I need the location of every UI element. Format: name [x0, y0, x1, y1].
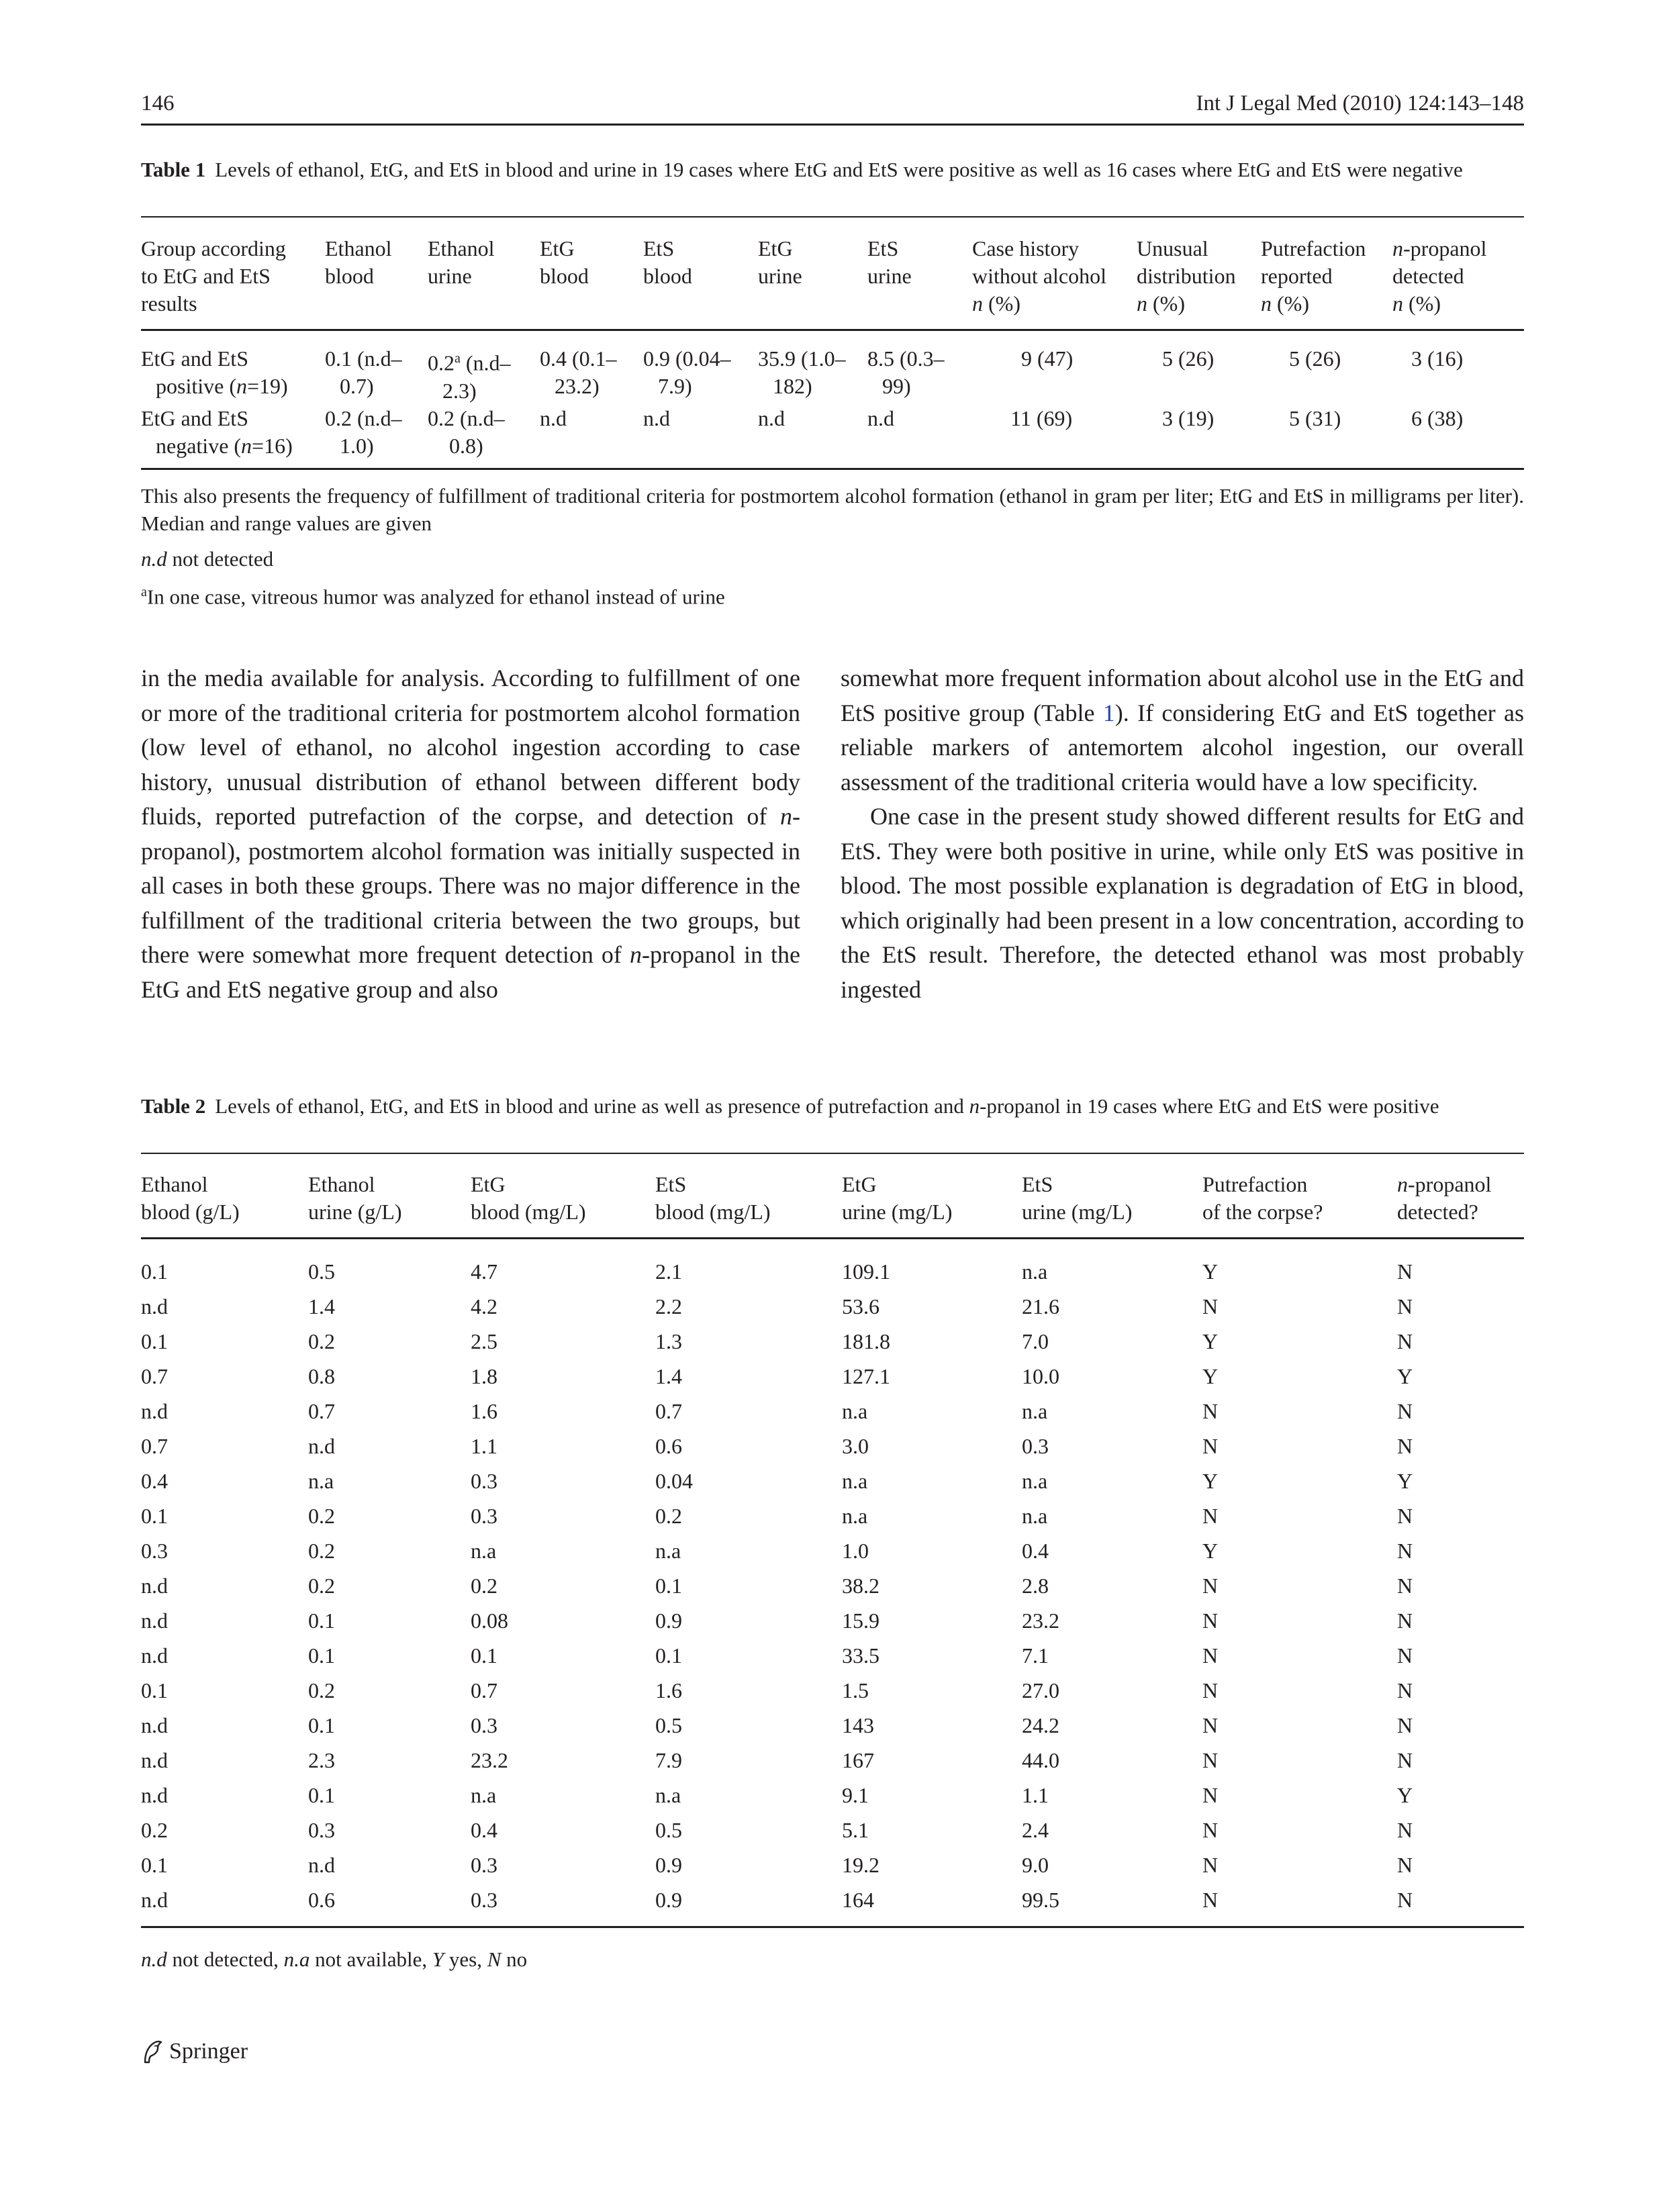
table2-cell: n.d	[141, 1783, 168, 1807]
table1-footnote-main: This also presents the frequency of fulfillment of traditional criteria for postmortem alcohol formation (ethanol in gram per liter; EtG and EtS in milligrams per liter). Median and range values are given	[141, 484, 1524, 535]
table2-cell: N	[1202, 1783, 1219, 1807]
table2-top-rule	[141, 1153, 1524, 1154]
t1-h-putrefaction: Putrefaction reported n (%)	[1261, 236, 1366, 316]
table2-cell: 3.0	[842, 1434, 869, 1458]
table2-row	[141, 1324, 1524, 1359]
table1-body	[141, 345, 1524, 460]
table2-cell: 44.0	[1022, 1748, 1059, 1772]
table2-cell: 164	[842, 1888, 874, 1912]
table2-cell: 4.7	[471, 1259, 497, 1284]
t1-h-etg-urine: EtG urine	[758, 236, 802, 288]
table2-cell: 0.2	[308, 1539, 335, 1563]
t1-h-unusual: Unusual distribution n (%)	[1137, 236, 1236, 316]
table2-cell: 0.3	[308, 1818, 335, 1842]
table2-header-row	[141, 1171, 1524, 1226]
table2-cell: 0.1	[655, 1643, 682, 1668]
table1-top-rule	[141, 216, 1524, 218]
body-right-column	[841, 661, 1524, 1007]
table2-cell: 19.2	[842, 1853, 879, 1877]
t1-cell: n.d	[867, 405, 894, 430]
table2-cell: 0.04	[655, 1469, 693, 1493]
table2-cell: n.a	[1022, 1259, 1048, 1284]
table2-row	[141, 1289, 1524, 1324]
table2-cell: 2.3	[308, 1748, 335, 1772]
table2-cell: 2.4	[1022, 1818, 1049, 1842]
table2-cell: N	[1397, 1748, 1413, 1772]
table2-cell: 0.3	[471, 1469, 497, 1493]
t1-cell: 35.9 (1.0– 182)	[758, 346, 846, 398]
table2-cell: 181.8	[842, 1329, 890, 1353]
t1-cell: n.d	[758, 405, 785, 430]
table2-cell: 0.1	[655, 1574, 682, 1598]
table2-cell: 0.4	[1022, 1539, 1049, 1563]
table2-cell: 0.3	[141, 1539, 168, 1563]
table2-cell: n.d	[141, 1643, 168, 1668]
table2-cell: N	[1202, 1608, 1219, 1633]
table2-cell: 1.6	[471, 1399, 497, 1423]
t1-cell: 5 (31)	[1289, 405, 1341, 430]
table2-row	[141, 1463, 1524, 1498]
table2-cell: 21.6	[1022, 1294, 1059, 1318]
table2-cell: N	[1397, 1853, 1413, 1877]
table2-cell: 0.7	[141, 1364, 168, 1388]
table2-cell: 0.7	[655, 1399, 682, 1423]
table2-cell: n.d	[141, 1399, 168, 1423]
table2-cell: N	[1397, 1643, 1413, 1668]
t2-h-ets-blood: EtS blood (mg/L)	[655, 1172, 771, 1224]
table2-cell: 0.7	[471, 1678, 497, 1702]
t1-cell: n.d	[643, 405, 670, 430]
table2-row	[141, 1778, 1524, 1813]
table2-cell: 0.2	[308, 1678, 335, 1702]
table2-cell: 2.1	[655, 1259, 682, 1284]
table2-cell: N	[1202, 1748, 1219, 1772]
table2-cell: 143	[842, 1713, 874, 1737]
springer-logo	[141, 2038, 248, 2065]
table1-footnote-nd: n.d not detected	[141, 547, 274, 571]
table2-row	[141, 1394, 1524, 1429]
table2-row	[141, 1359, 1524, 1394]
table1-header-rule	[141, 329, 1524, 331]
table2-cell: 15.9	[842, 1608, 879, 1633]
table2-header-rule	[141, 1237, 1524, 1239]
table2-cell: 0.9	[655, 1853, 682, 1877]
table2-row	[141, 1254, 1524, 1289]
t1-group-positive: EtG and EtS positive (n=19)	[141, 346, 288, 398]
table1-bottom-rule	[141, 468, 1524, 470]
t2-h-putrefaction: Putrefaction of the corpse?	[1202, 1172, 1323, 1224]
table2-cell: N	[1202, 1294, 1219, 1318]
table2-cell: N	[1397, 1678, 1413, 1702]
table2-cell: 1.4	[308, 1294, 335, 1318]
table2-cell: 38.2	[842, 1574, 879, 1598]
table2-cell: 0.1	[308, 1783, 335, 1807]
table2-row	[141, 1533, 1524, 1568]
table2-cell: 9.0	[1022, 1853, 1049, 1877]
table2-cell: 0.1	[141, 1504, 168, 1528]
table2-cell: n.a	[655, 1783, 681, 1807]
t1-cell: 3 (16)	[1411, 346, 1464, 371]
table2-cell: 7.1	[1022, 1643, 1049, 1668]
table2-row	[141, 1813, 1524, 1847]
t1-h-group: Group according to EtG and EtS results	[141, 236, 286, 316]
table2-cell: 0.2	[308, 1329, 335, 1353]
table2-cell: 0.5	[655, 1818, 682, 1842]
table2-cell: 99.5	[1022, 1888, 1059, 1912]
table2-cell: 0.5	[308, 1259, 335, 1284]
table2-cell: 0.4	[471, 1818, 497, 1842]
table2-cell: N	[1397, 1713, 1413, 1737]
t1-cell: 9 (47)	[1021, 346, 1074, 371]
table2-cell: 2.5	[471, 1329, 497, 1353]
table2-cell: n.d	[141, 1574, 168, 1598]
table2-cell: 0.1	[308, 1608, 335, 1633]
table2-cell: n.d	[141, 1888, 168, 1912]
table1-header	[141, 235, 1524, 318]
table2-cell: N	[1202, 1678, 1219, 1702]
table2-cell: n.a	[471, 1539, 497, 1563]
t1-h-ethanol-urine: Ethanol urine	[428, 236, 495, 288]
table2-cell: N	[1202, 1504, 1219, 1528]
table2-cell: 0.2	[655, 1504, 682, 1528]
t2-h-etg-blood: EtG blood (mg/L)	[471, 1172, 586, 1224]
table2-cell: N	[1202, 1574, 1219, 1598]
t1-h-etg-blood: EtG blood	[540, 236, 589, 288]
table2-cell: n.d	[141, 1294, 168, 1318]
t1-cell: n.d	[540, 405, 567, 430]
table2-cell: 9.1	[842, 1783, 869, 1807]
t1-h-ets-blood: EtS blood	[643, 236, 692, 288]
table2-cell: 109.1	[842, 1259, 890, 1284]
table1-footnote-a: $^a$In one case, vitreous humor was analyzed for ethanol instead of urine	[141, 585, 725, 609]
table2-cell: N	[1202, 1853, 1219, 1877]
table2-cell: 167	[842, 1748, 874, 1772]
t1-h-ethanol-blood: Ethanol blood	[325, 236, 392, 288]
table2-header	[141, 1171, 1524, 1226]
table2-cell: 0.7	[308, 1399, 335, 1423]
table2-row	[141, 1708, 1524, 1743]
table1-row-negative	[141, 405, 1524, 460]
table2-cell: n.d	[141, 1608, 168, 1633]
table2-cell: N	[1202, 1888, 1219, 1912]
table2-cell: 0.5	[655, 1713, 682, 1737]
table2-cell: 0.6	[308, 1888, 335, 1912]
table2-cell: n.a	[308, 1469, 334, 1493]
table2-cell: 0.3	[471, 1888, 497, 1912]
table2-cell: N	[1397, 1399, 1413, 1423]
running-title: Int J Legal Med (2010) 124:143–148	[1196, 91, 1524, 115]
table2-row	[141, 1673, 1524, 1708]
t2-h-etg-urine: EtG urine (mg/L)	[842, 1172, 953, 1224]
table2-cell: N	[1202, 1399, 1219, 1423]
t1-cell: 5 (26)	[1289, 346, 1341, 371]
table2-cell: 0.1	[471, 1643, 497, 1668]
table2-row	[141, 1429, 1524, 1463]
table2-cell: 1.0	[842, 1539, 869, 1563]
t1-cell: 0.2$^a$ (n.d– 2.3)	[428, 350, 511, 403]
t2-h-ethanol-blood: Ethanol blood (g/L)	[141, 1172, 240, 1224]
table2-cell: Y	[1202, 1469, 1219, 1493]
table2-cell: n.a	[471, 1783, 497, 1807]
table2-cell: n.a	[1022, 1399, 1048, 1423]
table2-cell: n.a	[842, 1399, 868, 1423]
table2-row	[141, 1498, 1524, 1533]
table2-bottom-rule	[141, 1926, 1524, 1928]
t1-cell: 3 (19)	[1162, 405, 1215, 430]
table2-footnote: n.d not detected, n.a not available, Y yes, N no	[141, 1947, 528, 1971]
table2-cell: 0.8	[308, 1364, 335, 1388]
table-1-reference-link[interactable]: 1	[1102, 699, 1115, 726]
table2-row	[141, 1568, 1524, 1603]
table2-cell: 7.0	[1022, 1329, 1049, 1353]
table2-cell: Y	[1202, 1259, 1219, 1284]
table2-cell: 23.2	[471, 1748, 508, 1772]
body-left-paragraph: in the media available for analysis. According to fulfillment of one or more of the traditional criteria for postmortem alcohol formation (low level of ethanol, no alcohol ingestion according to case history, unusual distribution of ethanol between different body fluids, reported putrefaction of the corpse, and detection of n-propanol), postmortem alcohol formation was initially suspected in all cases in both these groups. There was no major difference in the fulfillment of the traditional criteria between the two groups, but there were somewhat more frequent detection of n-propanol in the EtG and EtS negative group and also	[141, 665, 800, 1003]
table2-cell: n.a	[1022, 1469, 1048, 1493]
table2-row	[141, 1847, 1524, 1882]
header-rule	[141, 124, 1524, 126]
table2-cell: 0.9	[655, 1608, 682, 1633]
table2-row	[141, 1882, 1524, 1917]
table2-row	[141, 1603, 1524, 1638]
table2-cell: 0.2	[141, 1818, 168, 1842]
table2-cell: 33.5	[842, 1643, 879, 1668]
table2-cell: N	[1397, 1294, 1413, 1318]
table2-cell: N	[1397, 1259, 1413, 1284]
t1-group-negative: EtG and EtS negative (n=16)	[141, 405, 293, 458]
table2-body	[141, 1254, 1524, 1917]
table2-cell: 0.1	[308, 1643, 335, 1668]
table2-cell: 10.0	[1022, 1364, 1059, 1388]
table2-cell: 53.6	[842, 1294, 879, 1318]
table2-cell: N	[1202, 1713, 1219, 1737]
table2-cell: N	[1397, 1329, 1413, 1353]
table2-cell: 1.3	[655, 1329, 682, 1353]
table2-cell: 24.2	[1022, 1713, 1059, 1737]
table2-cell: N	[1202, 1643, 1219, 1668]
table2-cell: n.d	[308, 1853, 335, 1877]
table2-cell: N	[1397, 1504, 1413, 1528]
table2-cell: 0.3	[471, 1504, 497, 1528]
table2-cell: Y	[1202, 1539, 1219, 1563]
springer-horse-icon	[141, 2038, 164, 2065]
table2-cell: N	[1397, 1574, 1413, 1598]
table2-cell: N	[1397, 1539, 1413, 1563]
table2-cell: 1.5	[842, 1678, 869, 1702]
table2-cell: 5.1	[842, 1818, 869, 1842]
table2-cell: 7.9	[655, 1748, 682, 1772]
table2-cell: N	[1202, 1818, 1219, 1842]
t1-cell: 0.1 (n.d– 0.7)	[325, 346, 402, 398]
table2-row	[141, 1743, 1524, 1778]
table2-cell: 1.4	[655, 1364, 682, 1388]
table2-cell: n.a	[1022, 1504, 1048, 1528]
body-right-paragraph-2: One case in the present study showed different results for EtG and EtS. They were both positive in urine, while only EtS was positive in blood. The most possible explanation is degradation of EtG in blood, which originally had been present in a low concentration, according to the EtS result. Therefore, the detected ethanol was most probably ingested	[841, 803, 1524, 1003]
table2-cell: n.a	[655, 1539, 681, 1563]
table2-cell: N	[1397, 1818, 1413, 1842]
table2-cell: 0.7	[141, 1434, 168, 1458]
table2-cell: 0.3	[471, 1713, 497, 1737]
table2-cell: n.a	[842, 1469, 868, 1493]
t2-h-ets-urine: EtS urine (mg/L)	[1022, 1172, 1133, 1224]
table2-cell: Y	[1397, 1364, 1413, 1388]
table2-cell: 2.8	[1022, 1574, 1049, 1598]
t1-cell: 0.4 (0.1– 23.2)	[540, 346, 617, 398]
table2-cell: 23.2	[1022, 1608, 1059, 1633]
table2-cell: 0.9	[655, 1888, 682, 1912]
table2-cell: 4.2	[471, 1294, 497, 1318]
table1-caption-text: Levels of ethanol, EtG, and EtS in blood and urine in 19 cases where EtG and EtS were positive as well as 16 cases where EtG and EtS were negative	[215, 158, 1463, 181]
table2-label: Table 2	[141, 1094, 206, 1118]
table2-cell: 0.2	[471, 1574, 497, 1598]
t1-cell: 0.2 (n.d– 1.0)	[325, 405, 402, 458]
t1-h-case-history: Case history without alcohol n (%)	[972, 236, 1106, 316]
table2-cell: 1.1	[471, 1434, 497, 1458]
t2-h-ethanol-urine: Ethanol urine (g/L)	[308, 1172, 402, 1224]
t1-cell: 0.2 (n.d– 0.8)	[428, 405, 505, 458]
table2-cell: 1.6	[655, 1678, 682, 1702]
table2-cell: n.d	[141, 1748, 168, 1772]
table2-cell: N	[1202, 1434, 1219, 1458]
table2-cell: N	[1397, 1608, 1413, 1633]
table1-header-row	[141, 235, 1524, 318]
table1-row-positive	[141, 345, 1524, 405]
page-number: 146	[141, 91, 175, 115]
body-left-column	[141, 661, 800, 1007]
table2-cell: n.d	[141, 1713, 168, 1737]
table2-cell: 0.2	[308, 1574, 335, 1598]
t1-cell: 5 (26)	[1162, 346, 1215, 371]
table2-cell: 0.3	[471, 1853, 497, 1877]
t1-footnote-a-ref: a	[455, 351, 461, 366]
t1-cell: 11 (69)	[1010, 405, 1073, 430]
table2-cell: 27.0	[1022, 1678, 1059, 1702]
table2-cell: 2.2	[655, 1294, 682, 1318]
table2-cell: 0.1	[141, 1678, 168, 1702]
table2-cell: 0.2	[308, 1504, 335, 1528]
t1-h-ets-urine: EtS urine	[867, 236, 912, 288]
t2-h-npropanol: n-propanol detected?	[1397, 1172, 1492, 1224]
body-right-paragraph-1: somewhat more frequent information about alcohol use in the EtG and EtS positive group (Table 1). If considering EtG and EtS together as reliable markers of antemortem alcohol ingestion, our overall assessment of the traditional criteria would have a low specificity.	[841, 665, 1525, 796]
table2-cell: Y	[1202, 1364, 1219, 1388]
t1-cell: 6 (38)	[1411, 405, 1464, 430]
table2-cell: 0.4	[141, 1469, 168, 1493]
table2-caption: Table 2 Levels of ethanol, EtG, and EtS in blood and urine as well as presence of putrefaction and n-propanol in 19 cases where EtG and EtS were positive	[141, 1094, 1439, 1118]
table2-cell: Y	[1202, 1329, 1219, 1353]
table2-cell: 0.1	[141, 1853, 168, 1877]
table2-cell: N	[1397, 1888, 1413, 1912]
table2-cell: Y	[1397, 1469, 1413, 1493]
table2-cell: 1.8	[471, 1364, 497, 1388]
t1-cell: 0.9 (0.04– 7.9)	[643, 346, 731, 398]
table2-cell: Y	[1397, 1783, 1413, 1807]
table2-cell: 0.1	[141, 1259, 168, 1284]
table2-cell: 0.1	[308, 1713, 335, 1737]
table1-label: Table 1	[141, 158, 206, 181]
table2-cell: N	[1397, 1434, 1413, 1458]
table2-cell: n.d	[308, 1434, 335, 1458]
table2-row	[141, 1638, 1524, 1673]
table2-cell: 0.08	[471, 1608, 508, 1633]
table2-cell: 0.3	[1022, 1434, 1049, 1458]
table1-caption	[141, 156, 1524, 183]
table2-cell: 0.6	[655, 1434, 682, 1458]
table2-cell: 1.1	[1022, 1783, 1049, 1807]
t1-h-npropanol: n-propanol detected n (%)	[1392, 236, 1487, 316]
table2-cell: n.a	[842, 1504, 868, 1528]
springer-logo-text: Springer	[169, 2039, 248, 2064]
table2-cell: 0.1	[141, 1329, 168, 1353]
table2-cell: 127.1	[842, 1364, 890, 1388]
t1-cell: 8.5 (0.3– 99)	[867, 346, 945, 398]
